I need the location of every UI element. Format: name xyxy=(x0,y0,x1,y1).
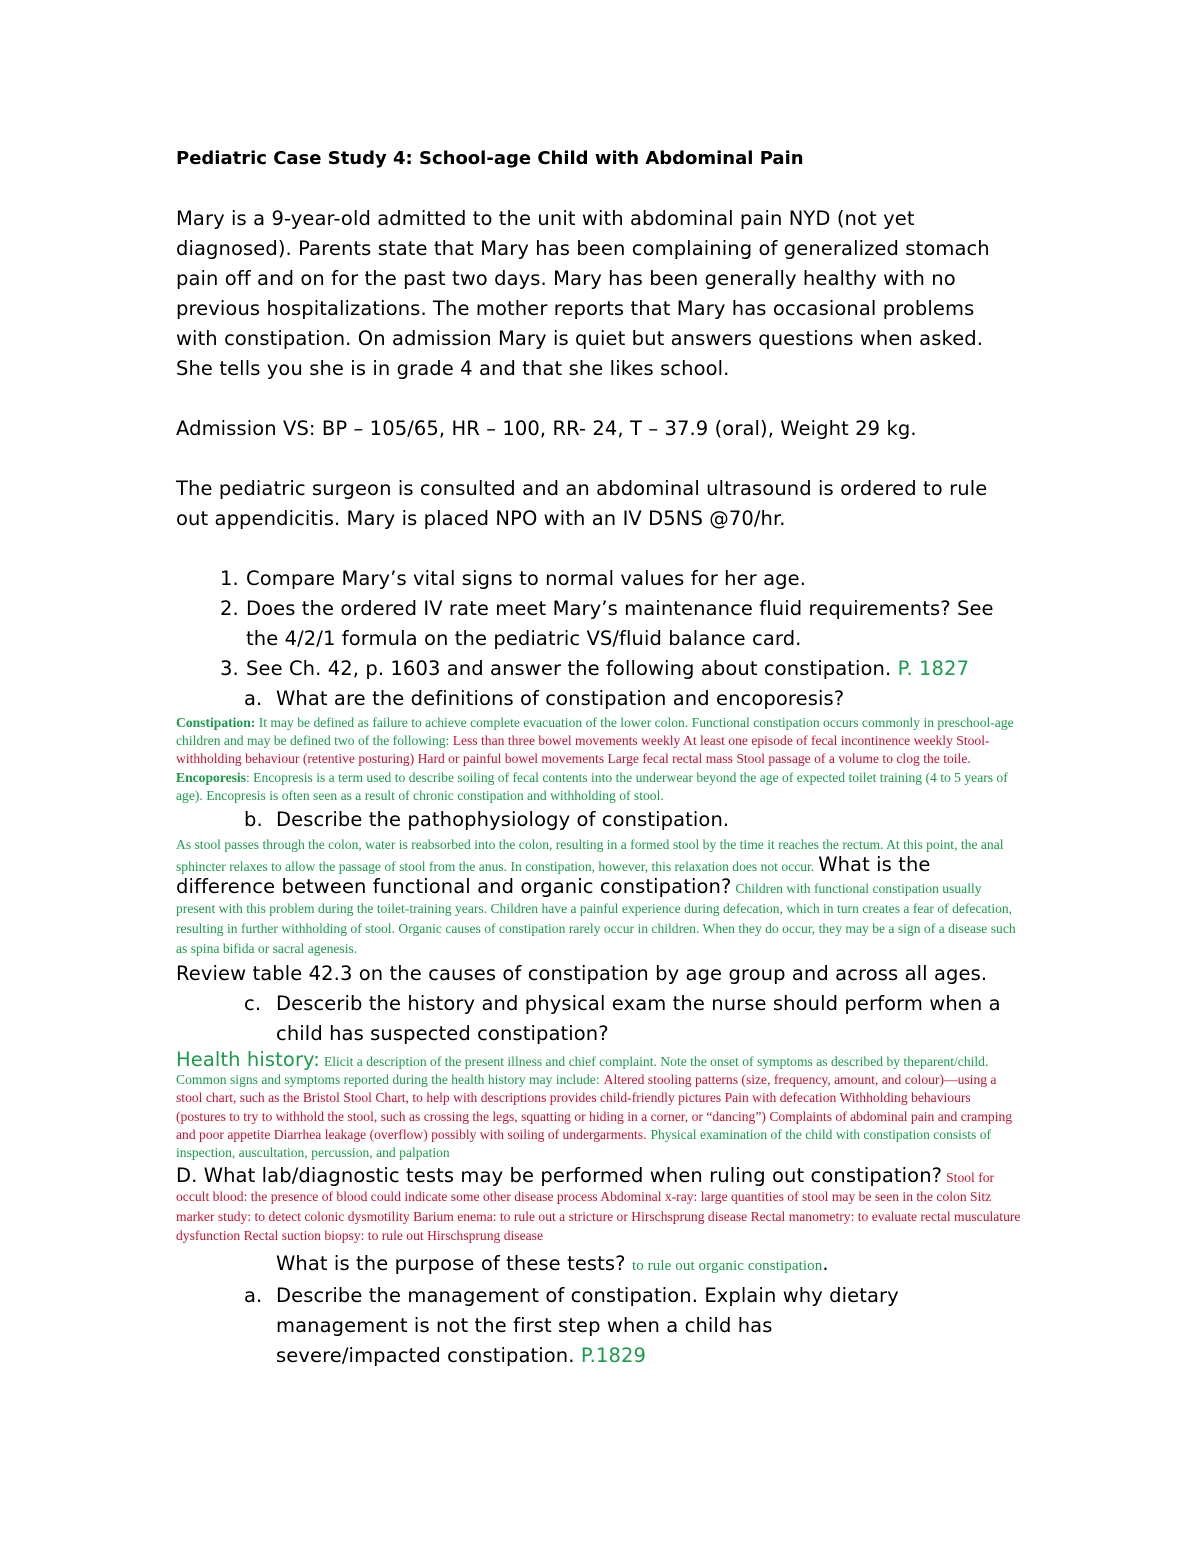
health-history-signs: Altered stooling patterns (size, frequency, amount, and colour)—using a stool chart, such as the Bristol Stool Chart, to help with descriptions provides child-friendly pictures Pain with defecation Withholding behaviours (postures to try to withhold the stool, such as crossing the legs, squatting or hiding in a corner, or “dancing”) Complaints of abdominal pain and cramping and poor appetite Diarrhea leakage (overflow) possibly with soiling of undergarments. xyxy=(176,1072,1013,1142)
constipation-criteria: Less than three bowel movements weekly At least one episode of fecal incontinence weekly Stool-withholding behaviour (retentive posturing) Hard or painful bowel movements Large fecal rectal mass Stool passage of a volume to clog the toile. xyxy=(176,733,990,767)
question-text: Describe the management of constipation. Explain why dietary management is not the first step when a child has severe/impacted constipation. xyxy=(276,1284,899,1368)
diagnostic-tests-question: D. What lab/diagnostic tests may be performed when ruling out constipation? xyxy=(176,1164,943,1188)
constipation-definition xyxy=(176,714,1022,805)
pathophysiology-answer xyxy=(176,835,1022,959)
question-text: Does the ordered IV rate meet Mary’s maintenance fluid requirements? See the 4/2/1 formula on the pediatric VS/fluid balance card. xyxy=(246,597,994,650)
question-text: Describe the pathophysiology of constipation. xyxy=(276,808,730,832)
question-text: See Ch. 42, p. 1603 and answer the following about constipation. xyxy=(246,657,892,680)
question-number: 3. xyxy=(220,657,239,680)
physical-exam-text: Physical examination of the child with constipation consists of inspection, auscultation, percussion, and palpation xyxy=(176,1126,992,1161)
diagnostic-tests-list: Stool for occult blood: the presence of blood could indicate some other disease process Abdominal x-ray: large quantities of stool may be seen in the colon Sitz marker study: to detect colonic dysmotility Barium enema: to rule out a stricture or Hirschsprung disease Rectal manometry: to evaluate rectal musculature dysfunction Rectal suction biopsy: to rule out Hirschsprung disease xyxy=(176,1170,1021,1243)
question-letter: b. xyxy=(244,808,263,832)
question-number: 1. xyxy=(220,567,239,590)
encopresis-text: : Encopresis is a term used to describe soiling of fecal contents into the underwear beyond the age of expected toilet training (4 to 5 years of age). Encopresis is often seen as a result of chronic constipation and withholding of stool. xyxy=(176,769,1008,803)
page-title: Pediatric Case Study 4: School-age Child with Abdominal Pain xyxy=(176,148,804,169)
health-history-answer xyxy=(176,1048,1022,1162)
page-reference: P. 1827 xyxy=(897,657,970,680)
purpose-question-text: What is the purpose of these tests? xyxy=(276,1252,626,1276)
question-3 xyxy=(176,654,1036,684)
question-3c xyxy=(176,989,1036,1049)
constipation-text: It may be defined as failure to achieve complete evacuation of the lower colon. Functional constipation occurs commonly in preschool-age children and may be defined two of the following: xyxy=(176,715,1014,749)
document-body xyxy=(176,144,1036,1371)
question-3a xyxy=(176,684,1036,714)
question-letter: c. xyxy=(244,992,262,1016)
functional-organic-question: What is the difference between functional and organic constipation? xyxy=(176,853,931,899)
functional-organic-answer: Children with functional constipation usually present with this problem during the toilet-training years. Children have a painful experience during defecation, which in turn creates a fear of defecation, resulting in further withholding of stool. Organic causes of constipation rarely occur in children. When they do occur, they may be a sign of a disease such as spina bifida or sacral agenesis. xyxy=(176,881,1016,957)
diagnostic-tests-answer xyxy=(176,1166,1022,1245)
admission-vitals: Admission VS: BP – 105/65, HR – 100, RR- 24, T – 37.9 (oral), Weight 29 kg. xyxy=(176,417,917,440)
question-number: 2. xyxy=(220,597,239,620)
case-intro: Mary is a 9-year-old admitted to the unit with abdominal pain NYD (not yet diagnosed). Parents state that Mary has been complaining of generalized stomach pain off and on for the past two days. Mary has been generally healthy with no previous hospitalizations. The mother reports that Mary has occasional problems with constipation. On admission Mary is quiet but answers questions when asked. She tells you she is in grade 4 and that she likes school. xyxy=(176,207,990,380)
review-table-note: Review table 42.3 on the causes of constipation by age group and across all ages. xyxy=(176,962,988,986)
constipation-label: Constipation: xyxy=(176,715,256,730)
question-text: Compare Mary’s vital signs to normal values for her age. xyxy=(246,567,807,590)
purpose-answer: to rule out organic constipation xyxy=(631,1258,823,1275)
health-history-intro: Elicit a description of the present illness and chief complaint. Note the onset of symptoms as described by theparent/child. Common signs and symptoms reported during the health history may include: xyxy=(176,1054,989,1088)
question-text: What are the definitions of constipation and encoporesis? xyxy=(276,687,845,710)
question-text: Descerib the history and physical exam the nurse should perform when a child has suspected constipation? xyxy=(276,992,1001,1046)
question-management xyxy=(176,1281,1036,1371)
question-2 xyxy=(176,594,1036,654)
surgeon-consult: The pediatric surgeon is consulted and an abdominal ultrasound is ordered to rule out appendicitis. Mary is placed NPO with an IV D5NS @70/hr. xyxy=(176,477,988,530)
question-3b xyxy=(176,805,1036,835)
encopresis-label: Encoporesis xyxy=(176,769,246,785)
health-history-label: Health history: xyxy=(176,1048,320,1072)
purpose-question: What is the purpose of these tests? to rule out organic constipation. xyxy=(276,1252,829,1276)
question-1 xyxy=(176,564,1036,594)
page-reference: P.1829 xyxy=(580,1344,647,1368)
question-letter: a. xyxy=(244,1284,263,1308)
pathophysiology-text: As stool passes through the colon, water is reabsorbed into the colon, resulting in a formed stool by the time it reaches the rectum. At this point, the anal sphincter relaxes to allow the passage of stool from the anus. In constipation, however, this relaxation does not occur. xyxy=(176,837,1004,875)
question-letter: a. xyxy=(244,687,263,710)
